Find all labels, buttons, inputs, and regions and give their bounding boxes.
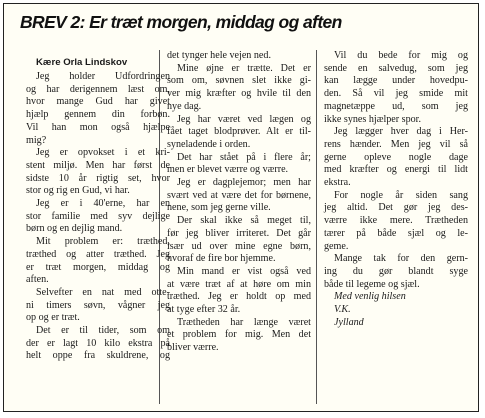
text-line: træthed. Jeg er holdt op med	[167, 291, 311, 303]
text-line: træthed og atter træthed. Jeg	[26, 248, 170, 260]
text-line: Jeg er i 40'erne, har en	[36, 198, 170, 210]
text-line: og har derigennem læst om,	[26, 83, 170, 95]
text-line: stent miljø. Men har først de	[26, 159, 170, 171]
signature-line: Med venlig hilsen	[334, 291, 406, 303]
text-line: helt oppe fra skuldrene, og	[26, 350, 170, 362]
text-column-3	[324, 50, 468, 329]
text-line: værre ikke mere. Trætheden	[324, 215, 468, 227]
text-line: syneladende i orden.	[167, 138, 251, 150]
text-line: et problem for mig. Men det	[167, 329, 311, 341]
text-line: Vil du bede for mig og	[334, 50, 468, 61]
text-line: geme.	[324, 240, 349, 252]
text-line: ekstra.	[324, 177, 351, 189]
text-line: stor familie med syv dejlige	[26, 210, 170, 222]
text-line: den. Så vil jeg smide mit	[324, 88, 468, 100]
text-line: Mit problem er: træthed,	[36, 236, 170, 248]
text-line: Jeg har været ved lægen og	[177, 113, 311, 125]
text-line: at være træt af at høre om min	[167, 278, 311, 290]
text-line: hjælp gennem din forbøn.	[26, 109, 170, 121]
text-line: jeg altid. Det gør jeg des-	[324, 202, 468, 214]
text-line: før jeg bliver irriteret. Det går	[167, 227, 311, 239]
text-line: aften.	[26, 274, 49, 286]
text-line: ikke synes hjælper spor.	[324, 113, 422, 125]
text-line: Jeg holder Udfordringen	[36, 71, 170, 82]
letter-frame	[3, 3, 479, 412]
text-line: kan lægge under hovedpu-	[324, 75, 468, 87]
text-line: med kræfter og energi til lidt	[324, 164, 468, 176]
text-line: Det er til tider, som om	[36, 325, 170, 337]
column-divider	[316, 50, 317, 404]
text-line: Trætheden har længe været	[177, 316, 311, 328]
text-line: ing du gør blandt syge	[324, 265, 468, 277]
text-line: Der skal ikke så meget til,	[177, 215, 311, 227]
signature-line: V.K.	[334, 304, 351, 316]
text-line: magnetæppe ud, som jeg	[324, 100, 468, 112]
text-line: rens hænder. Men jeg vil så	[324, 138, 468, 150]
text-line: bliver værre.	[167, 342, 219, 354]
text-line: Selvefter en nat med otte-	[36, 286, 170, 298]
text-line: er træt morgen, middag og	[26, 261, 170, 273]
text-line: både til legeme og sjæl.	[324, 278, 420, 290]
text-column-2	[167, 50, 311, 355]
text-line: hvor mange Gud har givet	[26, 96, 170, 108]
text-line: Min mand er vist også ved	[177, 265, 311, 277]
text-line: For nogle år siden sang	[334, 189, 468, 201]
text-line: ni timers søvn, vågner jeg	[26, 299, 170, 311]
text-line: sidste 10 år rigtig set, hvor	[26, 172, 170, 184]
text-line: det tynger hele vejen ned.	[167, 50, 271, 61]
text-line: ver mig kræfter og hvile til den	[167, 88, 311, 100]
text-line: at tyge efter 32 år.	[167, 304, 241, 316]
text-line: Det har stået på i flere år;	[177, 151, 311, 163]
text-line: stor og rig en Gud, vi har.	[26, 185, 130, 197]
text-line: gerne opleve nogle dage	[324, 151, 468, 163]
text-line: men er blevet værre og værre.	[167, 164, 289, 176]
text-line: Vil han mon også hjælpe	[26, 121, 170, 133]
text-line: sende en salvedug, som jeg	[324, 62, 468, 74]
text-line: fået taget blodprøver. Alt er til-	[167, 126, 311, 138]
text-line: nye dag.	[167, 100, 202, 112]
salutation: Kære Orla Lindskov	[36, 57, 128, 68]
text-line: nene, som jeg gerne ville.	[167, 202, 271, 214]
text-line: hvoraf de fire bor hjemme.	[167, 253, 276, 265]
text-line: mig?	[26, 134, 47, 146]
text-line: op og er træt.	[26, 312, 80, 324]
text-line: Jeg lægger hver dag i Her-	[334, 126, 468, 138]
text-line: tærer på både sjæl og le-	[324, 227, 468, 239]
text-line: der er lagt 10 kilo ekstra på	[26, 337, 170, 349]
text-line: Mange tak for den gern-	[334, 253, 468, 265]
text-line: som om, søvnen slet ikke gi-	[167, 75, 311, 87]
text-line: især ud over mine egne børn,	[167, 240, 311, 252]
text-line: Jeg er opvokset i et kri-	[36, 147, 170, 159]
text-line: Jeg er dagplejemor; men har	[177, 177, 311, 189]
text-line: børn og en dejlig mand.	[26, 223, 123, 235]
text-line: svært ved at være det for børnene,	[167, 189, 311, 201]
text-line: Mine øjne er trætte. Det er	[177, 62, 311, 74]
signature-line: Jylland	[334, 316, 364, 328]
letter-headline: BREV 2: Er træt morgen, middag og aften	[20, 12, 342, 32]
